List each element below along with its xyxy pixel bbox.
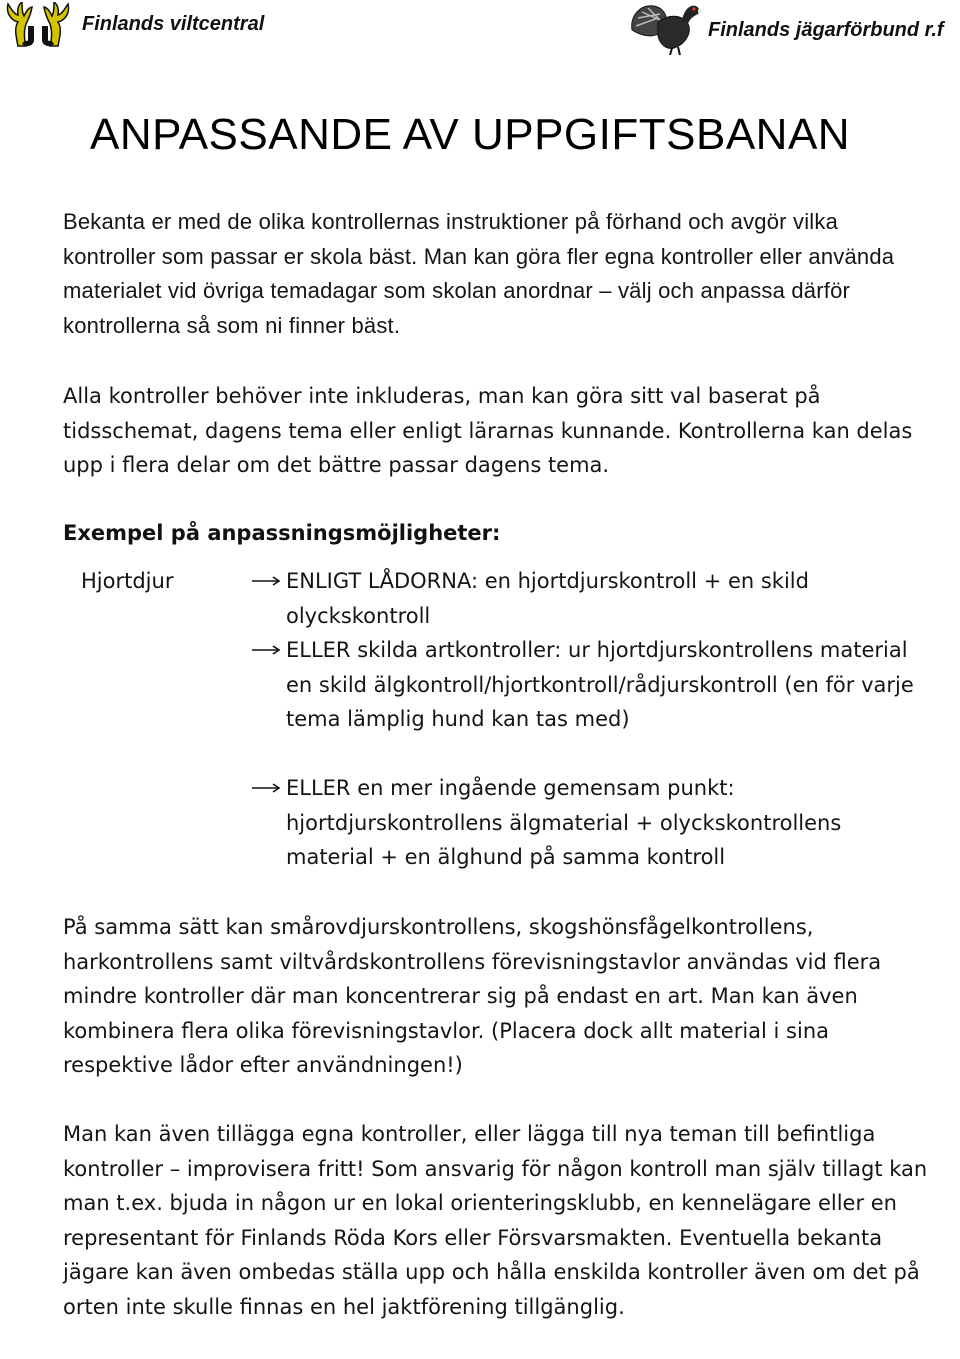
paragraph-same-way: På samma sätt kan smårovdjurskontrollens, skogshönsfågelkontrollens, harkontrollens samt viltvårdskontrollens förevisningstavlor användas vid flera mindre kontroller där man koncentrerar sig på endast en art. Man kan även kombinera flera olika förevisningstavlor. (Placera dock allt material i sina respektive lådor efter användningen!)	[63, 915, 882, 1077]
example-option	[250, 633, 930, 737]
page-title: ANPASSANDE AV UPPGIFTSBANAN	[90, 110, 851, 159]
arrow-right-icon	[250, 771, 282, 805]
org-name-right: Finlands jägarförbund r.f	[708, 19, 944, 41]
paragraph-intro: Bekanta er med de olika kontrollernas instruktioner på förhand och avgör vilka kontroller som passar er skola bäst. Man kan göra fler egna kontroller eller använda materialet vid övriga temadagar som skolan anordnar – välj och anpassa därför kontrollerna så som ni finner bäst.	[63, 209, 895, 338]
page-header	[0, 0, 960, 60]
examples-heading: Exempel på anpassningsmöjligheter:	[63, 521, 501, 545]
examples-label: Hjortdjur	[81, 569, 174, 593]
example-option-text: ELLER en mer ingående gemensam punkt: hjortdjurskontrollens älgmaterial + olyckskontrollens material + en älghund på samma kontroll	[286, 776, 842, 869]
example-option	[250, 771, 930, 875]
arrow-right-icon	[250, 633, 282, 667]
paragraph-add-own: Man kan även tillägga egna kontroller, eller lägga till nya teman till befintliga kontroller – improvisera fritt! Som ansvarig för någon kontroll man själv tillagt kan man t.ex. bjuda in någon ur en lokal orienteringsklubb, en kennelägare eller en representant för Finlands Röda Kors eller Försvarsmakten. Eventuella bekanta jägare kan även ombedas ställa upp och hålla enskilda kontroller även om det på orten inte skulle finnas en hel jaktförening tillgänglig.	[63, 1122, 928, 1319]
antler-logo-icon	[4, 2, 72, 48]
capercaillie-logo-icon	[628, 0, 704, 56]
paragraph-selection: Alla kontroller behöver inte inkluderas, man kan göra sitt val baserat på tidsschemat, dagens tema eller enligt lärarnas kunnande. Kontrollerna kan delas upp i flera delar om det bättre passar dagens tema.	[63, 384, 913, 477]
arrow-right-icon	[250, 564, 282, 598]
org-name-left: Finlands viltcentral	[82, 13, 265, 35]
example-option-text: ELLER skilda artkontroller: ur hjortdjurskontrollens material en skild älgkontroll/hjortkontroll/rådjurskontroll (en för varje tema lämplig hund kan tas med)	[286, 638, 914, 731]
example-option	[250, 564, 930, 633]
example-option-text: ENLIGT LÅDORNA: en hjortdjurskontroll + en skild olyckskontroll	[286, 569, 809, 628]
